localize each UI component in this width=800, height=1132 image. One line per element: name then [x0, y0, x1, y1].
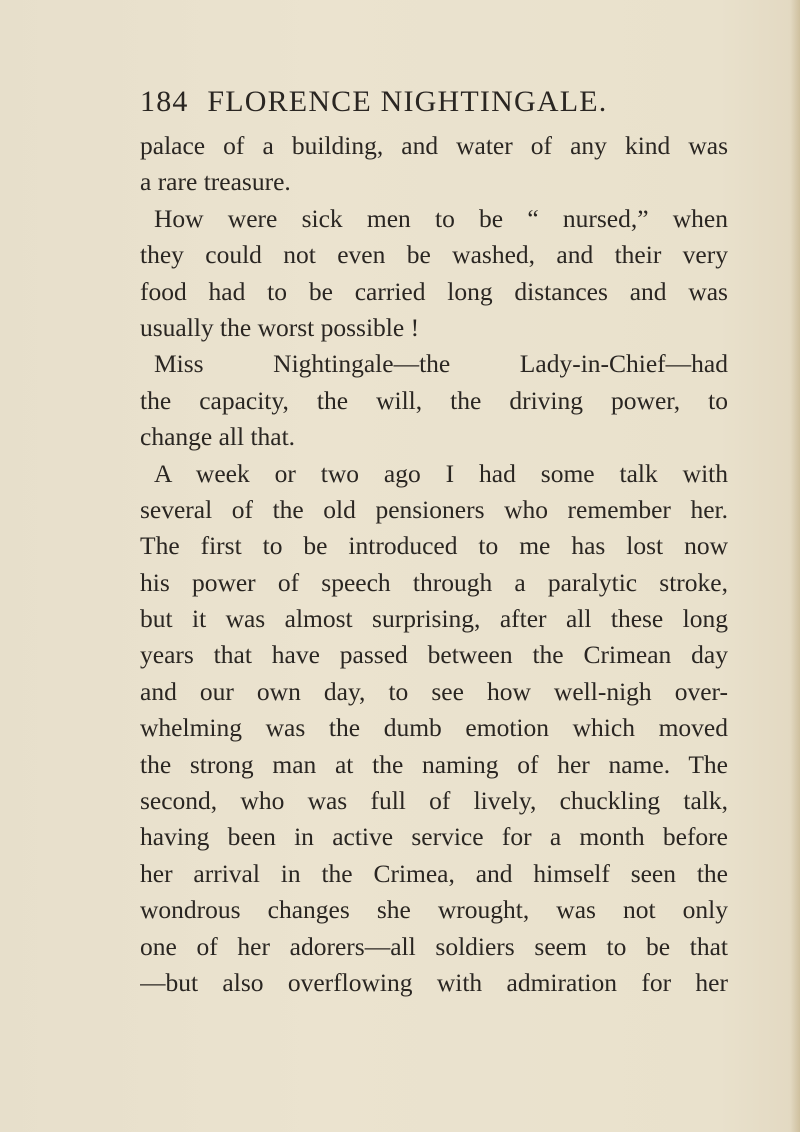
- text-line: one of her adorers—all soldiers seem to be that: [140, 931, 728, 961]
- text-line: second, who was full of lively, chuckling talk,: [140, 786, 728, 816]
- running-title: FLORENCE NIGHTINGALE.: [207, 85, 608, 118]
- text-line: years that have passed between the Crimean day: [140, 640, 728, 670]
- text-line: and our own day, to see how well-nigh over-: [140, 676, 728, 706]
- text-line: they could not even be washed, and their very: [140, 240, 728, 270]
- running-header: [140, 85, 660, 119]
- text-line: his power of speech through a paralytic stroke,: [140, 567, 728, 597]
- text-line: several of the old pensioners who remember her.: [140, 494, 728, 524]
- text-line: A week or two ago I had some talk with: [154, 458, 728, 488]
- text-line: the capacity, the will, the driving power, to: [140, 385, 728, 415]
- page-edge-shadow: [790, 0, 800, 1132]
- text-line: food had to be carried long distances and was: [140, 276, 728, 306]
- text-line: a rare treasure.: [140, 167, 291, 197]
- text-line: whelming was the dumb emotion which moved: [140, 713, 728, 743]
- text-line: How were sick men to be “ nursed,” when: [154, 203, 728, 233]
- text-line: having been in active service for a month before: [140, 822, 728, 852]
- text-line: —but also overflowing with admiration for her: [140, 967, 728, 997]
- text-line: palace of a building, and water of any kind was: [140, 131, 728, 160]
- page-number: 184: [140, 85, 189, 118]
- text-line: wondrous changes she wrought, was not only: [140, 895, 728, 925]
- text-line: change all that.: [140, 422, 296, 452]
- text-line: her arrival in the Crimea, and himself seen the: [140, 858, 728, 888]
- text-line: usually the worst possible !: [140, 312, 420, 342]
- text-line: the strong man at the naming of her name. The: [140, 749, 728, 779]
- text-line: The first to be introduced to me has lost now: [140, 531, 728, 561]
- body-text: [140, 128, 728, 1001]
- text-line: Miss Nightingale—the Lady-in-Chief—had: [154, 349, 728, 379]
- text-line: but it was almost surprising, after all these long: [140, 604, 728, 634]
